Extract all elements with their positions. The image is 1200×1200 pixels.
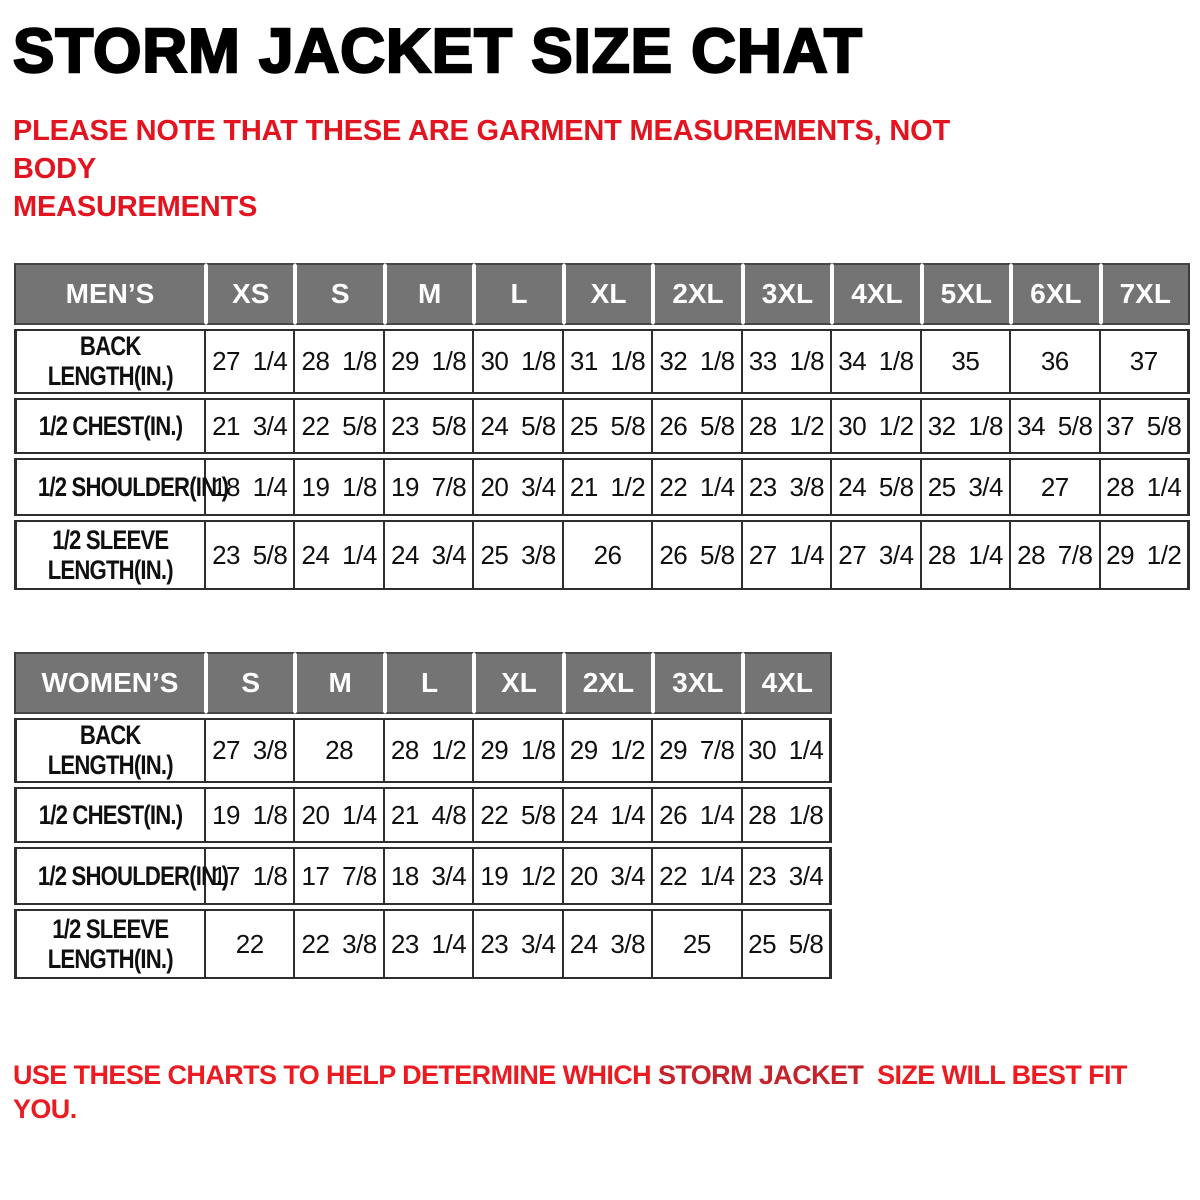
size-cell: 30 1/8 [474, 329, 563, 394]
footer-text-post: SIZE WILL BEST FIT YOU. [13, 1060, 1134, 1124]
table-row-half-sleeve-length [14, 909, 832, 979]
size-cell: 24 3/8 [564, 909, 653, 979]
page-title: STORM JACKET SIZE CHAT [13, 17, 863, 86]
size-cell: 19 1/8 [295, 458, 384, 516]
size-header-xl: XL [564, 263, 653, 325]
size-cell: 20 3/4 [564, 847, 653, 905]
size-cell: 23 1/4 [385, 909, 474, 979]
size-cell: 28 1/2 [385, 718, 474, 783]
size-cell: 32 1/8 [922, 398, 1011, 454]
size-header-xl: XL [474, 652, 563, 714]
size-cell: 22 1/4 [653, 458, 742, 516]
size-cell: 25 3/4 [922, 458, 1011, 516]
size-cell: 25 5/8 [564, 398, 653, 454]
size-header-xs: XS [206, 263, 295, 325]
row-label-half-sleeve-length: 1/2 SLEEVE LENGTH(IN.) [14, 909, 206, 979]
size-cell: 22 1/4 [653, 847, 742, 905]
size-cell: 35 [922, 329, 1011, 394]
size-cell: 19 7/8 [385, 458, 474, 516]
size-cell: 24 5/8 [832, 458, 921, 516]
womens-size-table [14, 648, 832, 983]
size-cell: 17 1/8 [206, 847, 295, 905]
mens-size-table [14, 259, 1190, 594]
size-cell: 28 1/4 [1101, 458, 1190, 516]
table-row-half-sleeve-length [14, 520, 1190, 590]
size-cell: 29 1/8 [385, 329, 474, 394]
size-cell: 27 1/4 [206, 329, 295, 394]
size-header-2xl: 2XL [564, 652, 653, 714]
size-cell: 22 5/8 [295, 398, 384, 454]
size-cell: 26 1/4 [653, 787, 742, 843]
size-header-m: M [295, 652, 384, 714]
size-cell: 28 7/8 [1011, 520, 1100, 590]
womens-header-row [14, 652, 832, 714]
size-header-5xl: 5XL [922, 263, 1011, 325]
size-cell: 27 3/8 [206, 718, 295, 783]
size-header-l: L [385, 652, 474, 714]
size-cell: 22 5/8 [474, 787, 563, 843]
size-cell: 26 [564, 520, 653, 590]
size-header-m: M [385, 263, 474, 325]
size-header-3xl: 3XL [653, 652, 742, 714]
size-cell: 23 3/4 [743, 847, 832, 905]
size-header-s: S [206, 652, 295, 714]
row-label-half-chest: 1/2 CHEST(IN.) [14, 787, 206, 843]
note-line-2: MEASUREMENTS [13, 191, 258, 223]
size-cell: 27 [1011, 458, 1100, 516]
size-cell: 21 3/4 [206, 398, 295, 454]
size-cell: 20 1/4 [295, 787, 384, 843]
size-cell: 24 3/4 [385, 520, 474, 590]
size-cell: 19 1/8 [206, 787, 295, 843]
size-cell: 29 1/8 [474, 718, 563, 783]
table-row-half-chest [14, 398, 1190, 454]
size-header-l: L [474, 263, 563, 325]
table-row-half-shoulder [14, 458, 1190, 516]
size-cell: 26 5/8 [653, 398, 742, 454]
size-cell: 29 1/2 [1101, 520, 1190, 590]
row-label-half-sleeve-length: 1/2 SLEEVE LENGTH(IN.) [14, 520, 206, 590]
size-cell: 23 5/8 [206, 520, 295, 590]
size-header-s: S [295, 263, 384, 325]
size-cell: 34 5/8 [1011, 398, 1100, 454]
size-cell: 30 1/2 [832, 398, 921, 454]
size-cell: 23 3/4 [474, 909, 563, 979]
size-cell: 27 1/4 [743, 520, 832, 590]
size-cell: 28 1/2 [743, 398, 832, 454]
size-cell: 28 1/8 [295, 329, 384, 394]
footer-fit-note [13, 1058, 1193, 1126]
size-cell: 29 1/2 [564, 718, 653, 783]
size-cell: 21 4/8 [385, 787, 474, 843]
womens-table-title: WOMEN’S [14, 652, 206, 714]
row-label-half-chest: 1/2 CHEST(IN.) [14, 398, 206, 454]
size-header-4xl: 4XL [832, 263, 921, 325]
row-label-half-shoulder: 1/2 SHOULDER(IN.) [14, 847, 206, 905]
garment-measurements-note [13, 112, 973, 226]
size-cell: 28 [295, 718, 384, 783]
size-header-7xl: 7XL [1101, 263, 1190, 325]
size-cell: 22 3/8 [295, 909, 384, 979]
size-header-3xl: 3XL [743, 263, 832, 325]
size-cell: 37 5/8 [1101, 398, 1190, 454]
size-cell: 25 3/8 [474, 520, 563, 590]
size-cell: 28 1/8 [743, 787, 832, 843]
size-cell: 24 1/4 [295, 520, 384, 590]
size-cell: 31 1/8 [564, 329, 653, 394]
mens-size-chart [14, 259, 1190, 594]
size-cell: 24 5/8 [474, 398, 563, 454]
note-line-1: PLEASE NOTE THAT THESE ARE GARMENT MEASUREMENTS, NOT BODY [13, 115, 950, 185]
table-row-half-shoulder [14, 847, 832, 905]
size-cell: 22 [206, 909, 295, 979]
footer-highlight: STORM JACKET [657, 1060, 864, 1090]
table-row-back-length [14, 718, 832, 783]
size-cell: 37 [1101, 329, 1190, 394]
size-cell: 23 3/8 [743, 458, 832, 516]
size-cell: 36 [1011, 329, 1100, 394]
size-cell: 17 7/8 [295, 847, 384, 905]
size-cell: 33 1/8 [743, 329, 832, 394]
size-cell: 29 7/8 [653, 718, 742, 783]
size-cell: 30 1/4 [743, 718, 832, 783]
size-header-2xl: 2XL [653, 263, 742, 325]
size-cell: 34 1/8 [832, 329, 921, 394]
size-header-4xl: 4XL [743, 652, 832, 714]
size-cell: 25 5/8 [743, 909, 832, 979]
size-cell: 28 1/4 [922, 520, 1011, 590]
size-cell: 21 1/2 [564, 458, 653, 516]
size-cell: 18 1/4 [206, 458, 295, 516]
footer-text-pre: USE THESE CHARTS TO HELP DETERMINE WHICH [13, 1060, 658, 1090]
size-cell: 25 [653, 909, 742, 979]
row-label-back-length: BACK LENGTH(IN.) [14, 718, 206, 783]
size-cell: 27 3/4 [832, 520, 921, 590]
womens-size-chart [14, 648, 832, 983]
mens-table-title: MEN’S [14, 263, 206, 325]
size-cell: 32 1/8 [653, 329, 742, 394]
table-row-half-chest [14, 787, 832, 843]
size-cell: 23 5/8 [385, 398, 474, 454]
row-label-half-shoulder: 1/2 SHOULDER(IN.) [14, 458, 206, 516]
row-label-back-length: BACK LENGTH(IN.) [14, 329, 206, 394]
size-cell: 20 3/4 [474, 458, 563, 516]
size-cell: 24 1/4 [564, 787, 653, 843]
size-cell: 18 3/4 [385, 847, 474, 905]
size-cell: 19 1/2 [474, 847, 563, 905]
table-row-back-length [14, 329, 1190, 394]
size-header-6xl: 6XL [1011, 263, 1100, 325]
size-cell: 26 5/8 [653, 520, 742, 590]
mens-header-row [14, 263, 1190, 325]
